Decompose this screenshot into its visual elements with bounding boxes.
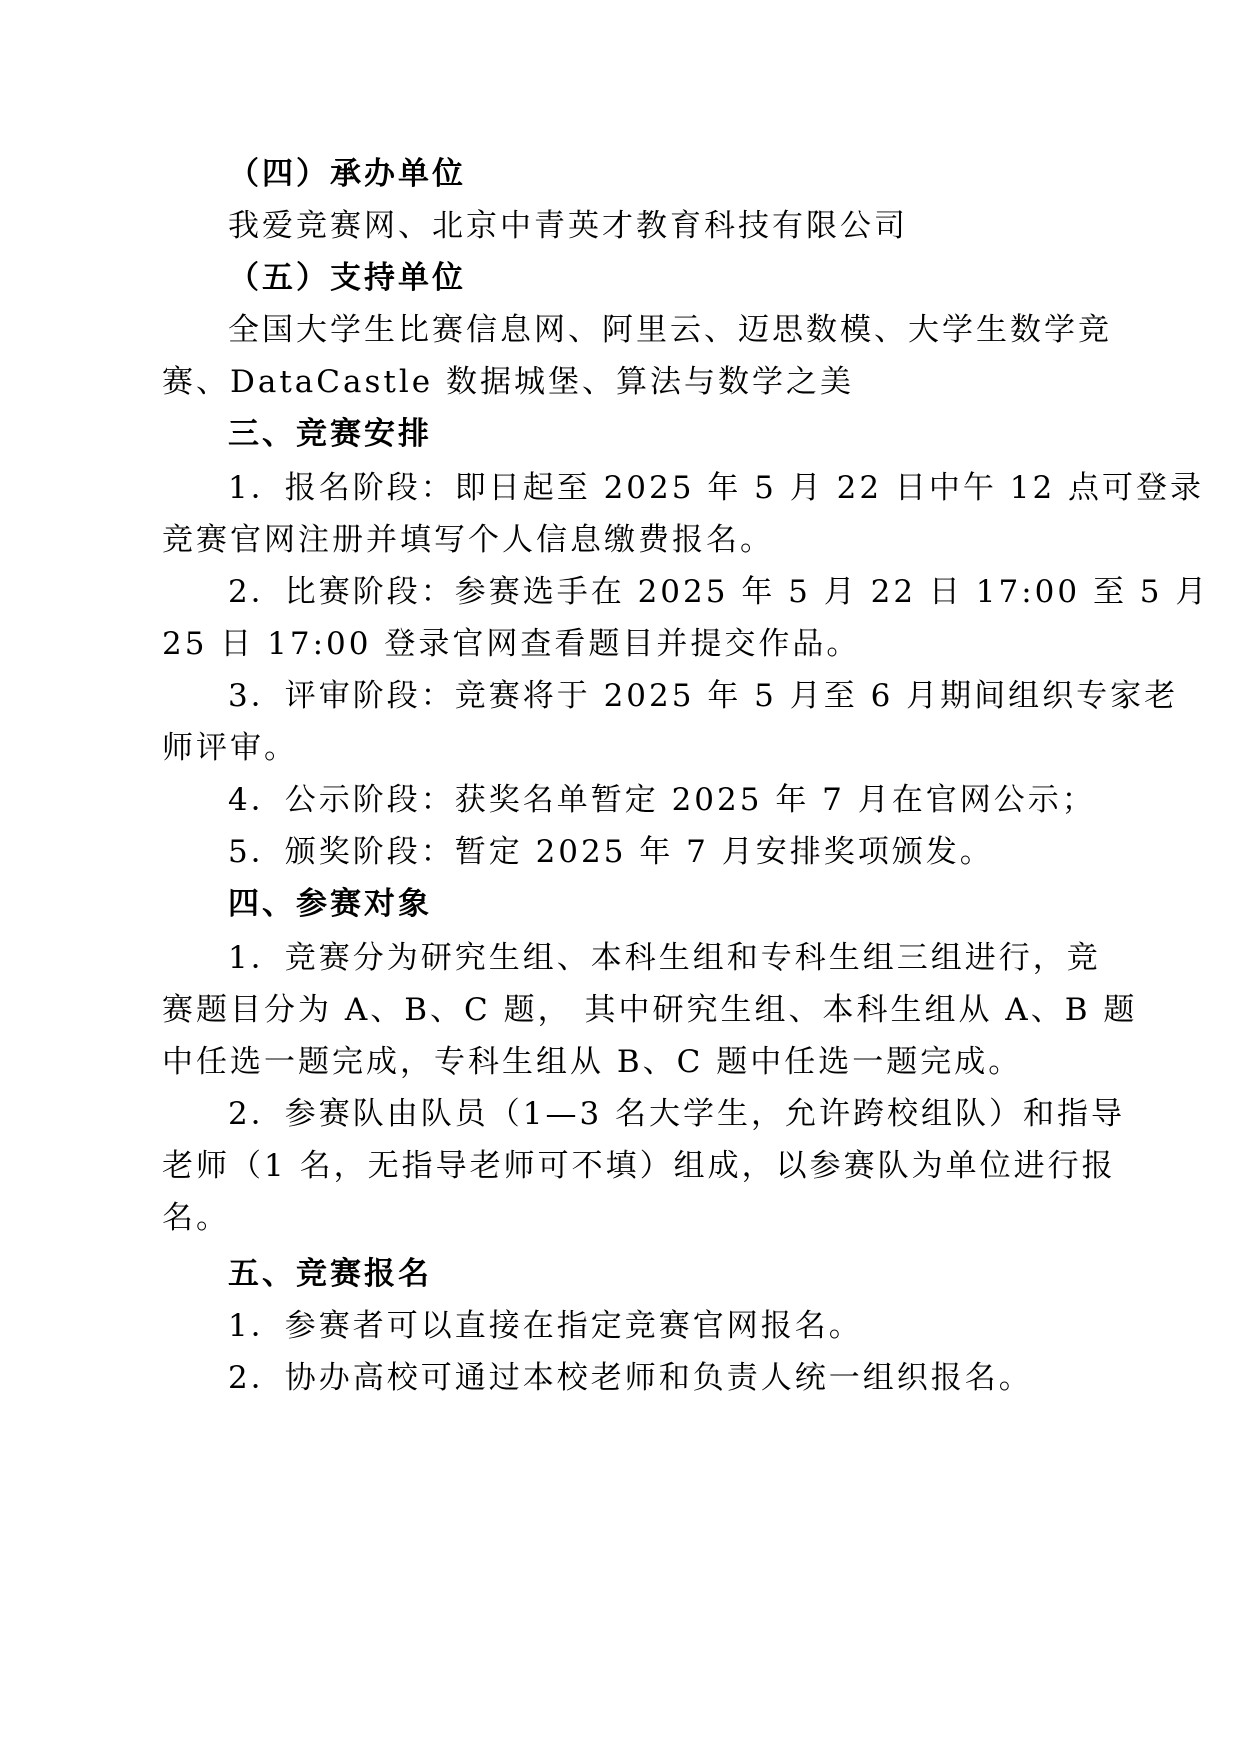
registration-item-1: 1．参赛者可以直接在指定竞赛官网报名。 — [228, 1308, 863, 1344]
participants-item-2-line-1: 2．参赛队由队员（1—3 名大学生，允许跨校组队）和指导 — [228, 1096, 1126, 1132]
section-heading-participants: 四、参赛对象 — [228, 886, 432, 922]
arrangement-item-2-line-2: 25 日 17:00 登录官网查看题目并提交作品。 — [162, 626, 861, 662]
section-heading-support: （五）支持单位 — [228, 260, 466, 296]
arrangement-item-5: 5．颁奖阶段：暂定 2025 年 7 月安排奖项颁发。 — [228, 834, 994, 870]
participants-item-1-line-1: 1．竞赛分为研究生组、本科生组和专科生组三组进行，竞 — [228, 940, 1101, 976]
section-heading-registration: 五、竞赛报名 — [228, 1256, 432, 1292]
organizer-text: 我爱竞赛网、北京中青英才教育科技有限公司 — [228, 208, 908, 244]
support-text-line-2: 赛、DataCastle 数据城堡、算法与数学之美 — [162, 364, 854, 400]
registration-item-2: 2．协办高校可通过本校老师和负责人统一组织报名。 — [228, 1360, 1033, 1396]
arrangement-item-3-line-2: 师评审。 — [162, 730, 298, 766]
arrangement-item-2-line-1: 2．比赛阶段：参赛选手在 2025 年 5 月 22 日 17:00 至 5 月 — [228, 574, 1210, 610]
participants-item-2-line-2: 老师（1 名，无指导老师可不填）组成，以参赛队为单位进行报 — [162, 1148, 1116, 1184]
section-heading-arrangement: 三、竞赛安排 — [228, 416, 432, 452]
arrangement-item-1-line-1: 1．报名阶段：即日起至 2025 年 5 月 22 日中午 12 点可登录 — [228, 470, 1205, 506]
support-text-line-1: 全国大学生比赛信息网、阿里云、迈思数模、大学生数学竞 — [228, 312, 1112, 348]
arrangement-item-3-line-1: 3．评审阶段：竞赛将于 2025 年 5 月至 6 月期间组织专家老 — [228, 678, 1179, 714]
participants-item-2-line-3: 名。 — [162, 1200, 230, 1236]
arrangement-item-4: 4．公示阶段：获奖名单暂定 2025 年 7 月在官网公示； — [228, 782, 1096, 818]
participants-item-1-line-2: 赛题目分为 A、B、C 题， 其中研究生组、本科生组从 A、B 题 — [162, 992, 1138, 1028]
participants-item-1-line-3: 中任选一题完成，专科生组从 B、C 题中任选一题完成。 — [162, 1044, 1023, 1080]
section-heading-organizer: （四）承办单位 — [228, 156, 466, 192]
arrangement-item-1-line-2: 竞赛官网注册并填写个人信息缴费报名。 — [162, 522, 774, 558]
